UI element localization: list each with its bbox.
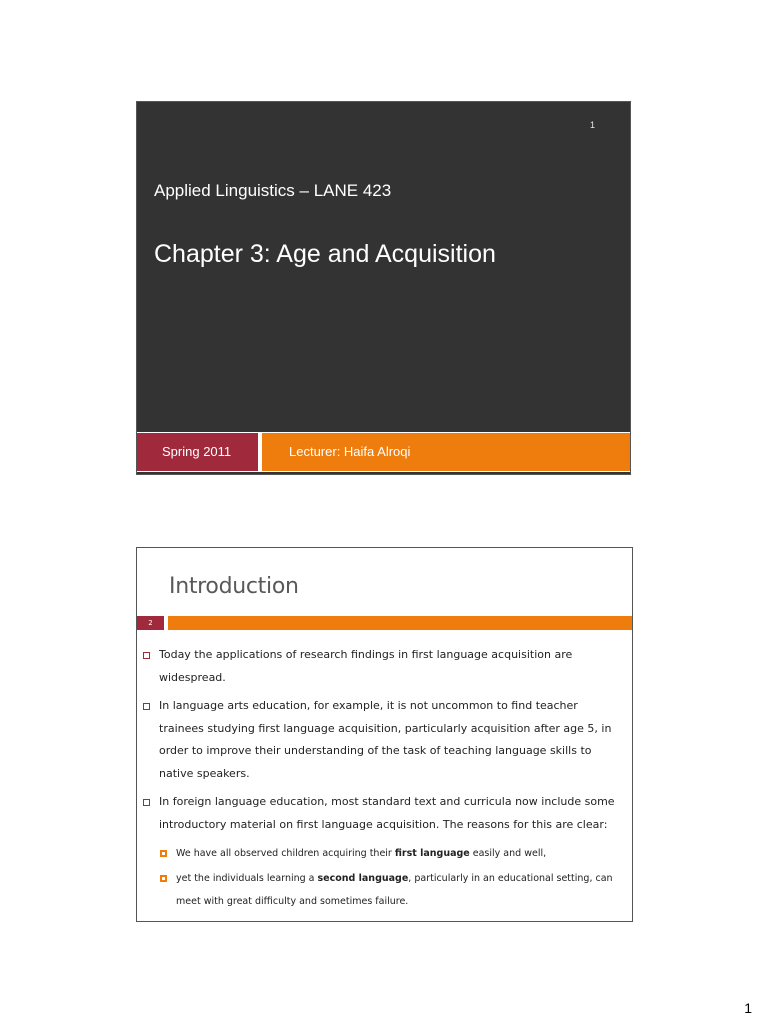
slide-footer [137,432,630,472]
slide-number: 2 [137,616,164,630]
orange-stripe [168,616,632,630]
course-title: Applied Linguistics – LANE 423 [154,181,392,200]
square-bullet-icon [160,850,167,857]
list-item [141,695,621,785]
page-number: 1 [744,1000,752,1016]
list-item [141,791,621,836]
lecturer-label: Lecturer: Haifa Alroqi [262,433,630,471]
list-item-text: Today the applications of research findings in first language acquisition are widespread. [159,648,573,684]
sub-item-bold: second language [317,873,409,884]
introduction-slide [136,547,633,922]
sub-item-text-after: easily and well, [469,848,547,859]
season-label: Spring 2011 [137,433,258,471]
square-bullet-icon [143,652,150,659]
square-bullet-icon [143,703,150,710]
sub-item-text-after: , particularly in an educational setting, can meet with great difficulty and sometimes failure. [176,873,613,907]
square-bullet-icon [160,875,167,882]
sub-item-bold: first language [394,848,470,859]
slide-heading: Introduction [169,574,299,599]
slide-number: 1 [589,120,595,130]
sub-list-item [141,867,621,913]
chapter-title: Chapter 3: Age and Acquisition [154,240,496,268]
sub-item-text-before: We have all observed children acquiring their [176,848,395,859]
sub-list-item [141,842,621,865]
slide-bar [137,616,632,630]
slide-content [141,644,621,915]
sub-item-text-before: yet the individuals learning a [176,873,318,884]
square-bullet-icon [143,799,150,806]
list-item-text: In language arts education, for example, it is not uncommon to find teacher trainees studying first language acquisition, particularly acquisition after age 5, in order to improve their understanding of the task of teaching language skills to native speakers. [159,699,612,780]
title-slide [136,101,631,475]
list-item [141,644,621,689]
list-item-text: In foreign language education, most standard text and curricula now include some introductory material on first language acquisition. The reasons for this are clear: [159,795,615,831]
